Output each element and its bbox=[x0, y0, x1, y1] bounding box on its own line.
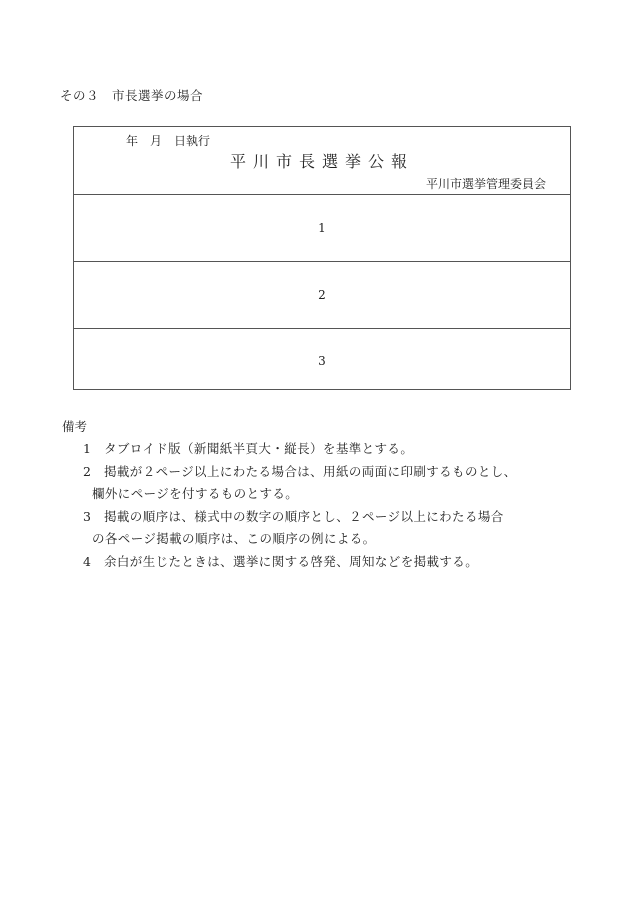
page-number: 2 bbox=[318, 288, 326, 302]
note-text-continued: の各ページ掲載の順序は、この順序の例による。 bbox=[92, 531, 376, 546]
note-item-1 bbox=[62, 438, 602, 461]
execution-date-label: 年 月 日執行 bbox=[126, 134, 211, 148]
note-item-2 bbox=[62, 461, 602, 506]
note-number: 3 bbox=[83, 508, 91, 524]
note-text: 余白が生じたときは、選挙に関する啓発、周知などを掲載する。 bbox=[104, 553, 479, 569]
section-title: その３ 市長選挙の場合 bbox=[60, 88, 204, 103]
note-item-3 bbox=[62, 506, 602, 551]
note-text: タブロイド版（新聞紙半頁大・縦長）を基準とする。 bbox=[104, 441, 414, 456]
election-bulletin-form bbox=[73, 126, 571, 390]
notes-heading: 備考 bbox=[62, 419, 88, 434]
page-row-3 bbox=[74, 329, 570, 393]
note-item-4 bbox=[62, 551, 602, 574]
note-number: 2 bbox=[83, 463, 91, 479]
note-text-continued: 欄外にページを付するものとする。 bbox=[92, 486, 299, 501]
page-number: 3 bbox=[318, 354, 326, 368]
page-row-1 bbox=[74, 195, 570, 262]
page-number: 1 bbox=[318, 221, 326, 235]
notes-list bbox=[62, 438, 602, 573]
note-text: 掲載が２ページ以上にわたる場合は、用紙の両面に印刷するものとし、 bbox=[104, 463, 517, 479]
note-number: 1 bbox=[83, 441, 91, 456]
note-text: 掲載の順序は、様式中の数字の順序とし、２ページ以上にわたる場合 bbox=[104, 508, 504, 524]
page-row-2 bbox=[74, 262, 570, 329]
form-header bbox=[74, 127, 570, 195]
bulletin-title: 平川市長選挙公報 bbox=[229, 152, 414, 171]
note-number: 4 bbox=[83, 553, 91, 569]
committee-name: 平川市選挙管理委員会 bbox=[425, 177, 546, 191]
